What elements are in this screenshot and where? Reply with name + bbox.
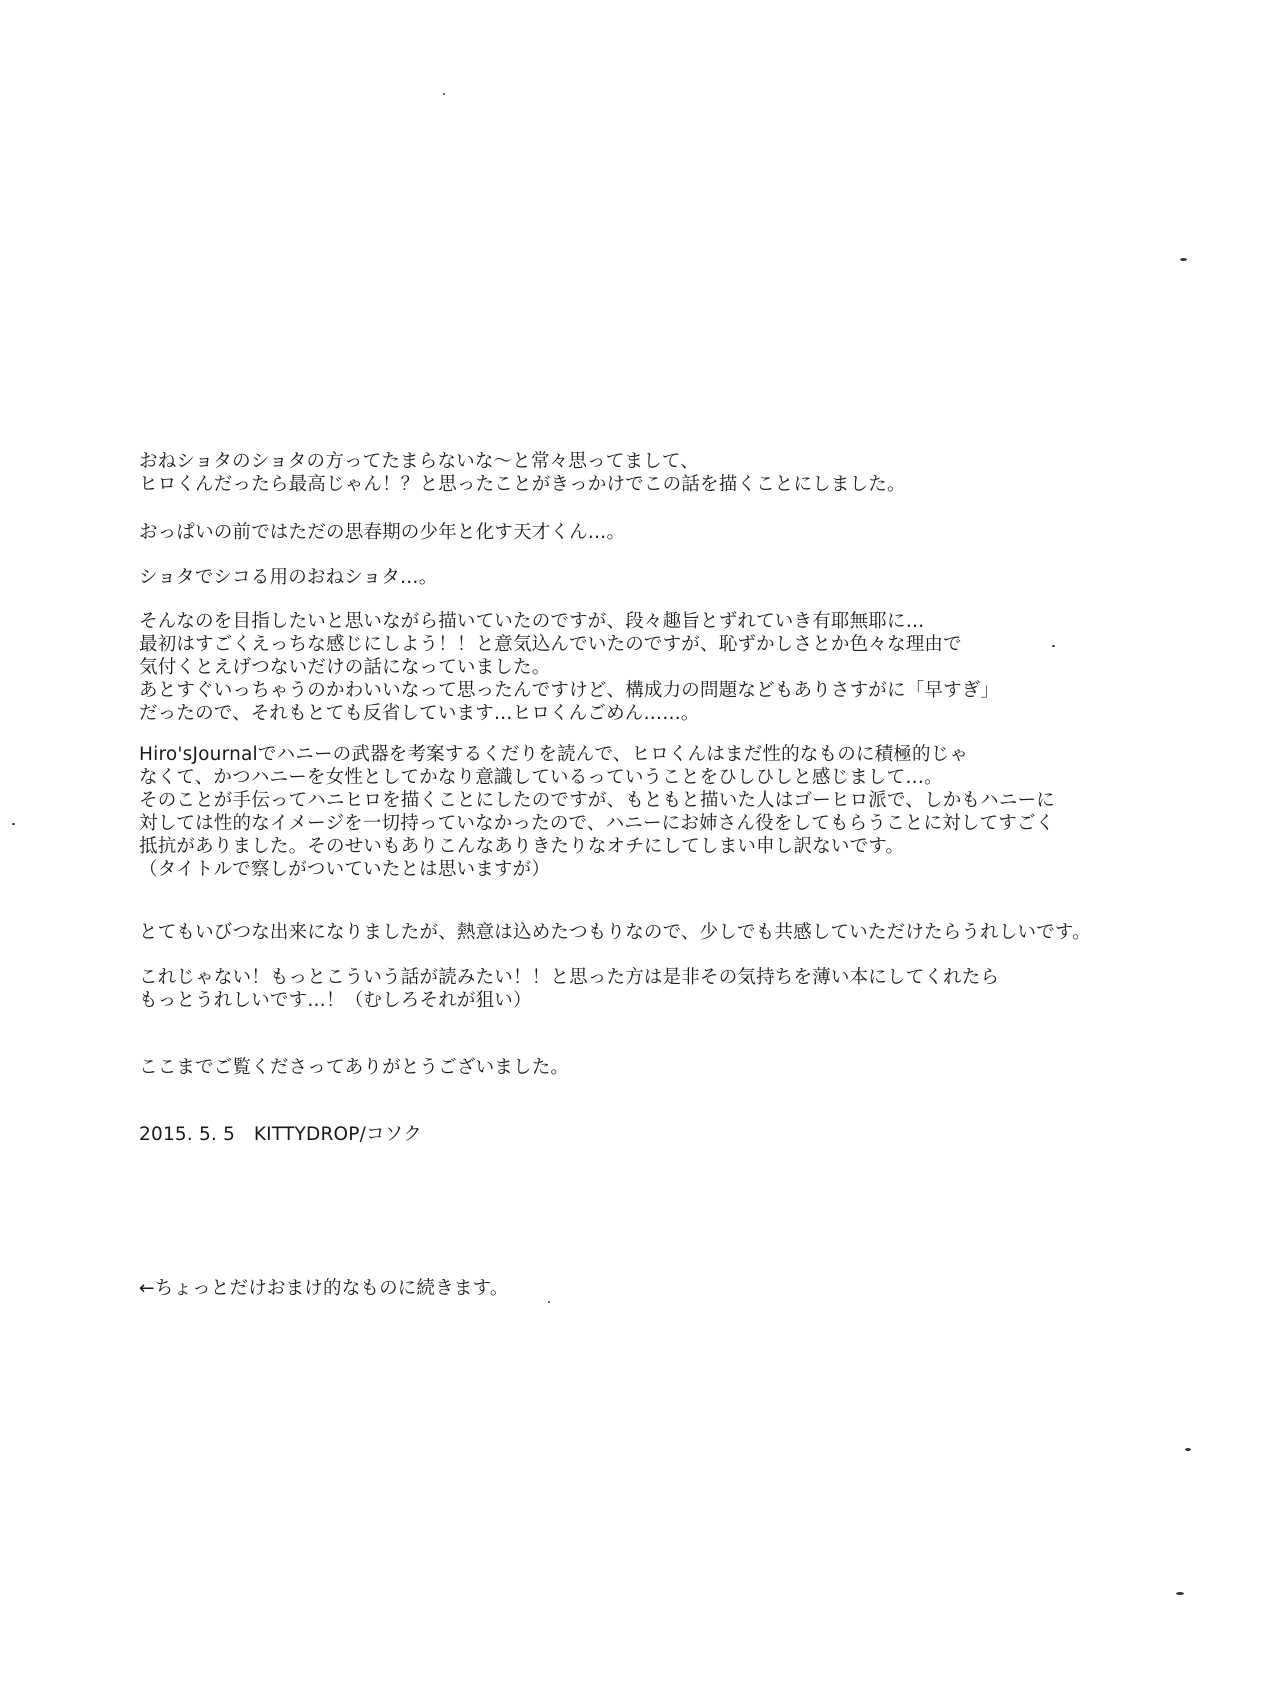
- text-line: Hiro'sJournalでハニーの武器を考案するくだりを読んで、ヒロくんはまだ性的なものに積極的じゃ: [139, 744, 969, 765]
- paragraph-shota: [139, 566, 1179, 589]
- text-line: とてもいびつな出来になりましたが、熱意は込めたつもりなので、少しでも共感していただけたらうれしいです。: [139, 922, 1091, 943]
- paragraph-reflection: [139, 610, 1179, 725]
- dust-speck: [1180, 258, 1187, 261]
- paragraph-genius: [139, 521, 1179, 544]
- text-line: あとすぐいっちゃうのかわいいなって思ったんですけど、構成力の問題などもありさすがに「早すぎ」: [139, 680, 1000, 701]
- paragraph-sympathy: [139, 921, 1179, 944]
- text-line: おねショタのショタの方ってたまらないな〜と常々思ってまして、: [139, 451, 699, 472]
- signature: [139, 1123, 1179, 1146]
- dust-speck: [548, 1301, 550, 1303]
- text-line: （タイトルで察しがついていたとは思いますが）: [139, 859, 551, 880]
- paragraph-journal: [139, 743, 1179, 881]
- text-line: だったので、それもとても反省しています…ヒロくんごめん……。: [139, 703, 700, 724]
- dust-speck: [1185, 1448, 1191, 1451]
- signature-line: 2015. 5. 5 KITTYDROP/コソク: [139, 1124, 422, 1145]
- dust-speck: [1176, 1592, 1184, 1595]
- paragraph-thanks: [139, 1056, 1179, 1079]
- text-line: そのことが手伝ってハニヒロを描くことにしたのですが、もともと描いた人はゴーヒロ派で、しかもハニーに: [139, 790, 1055, 811]
- text-line: なくて、かつハニーを女性としてかなり意識しているっていうことをひしひしと感じまして…。: [139, 767, 943, 788]
- text-line: もっとうれしいです…！（むしろそれが狙い）: [139, 990, 532, 1011]
- continue-note-line: ←ちょっとだけおまけ的なものに続きます。: [139, 1278, 509, 1299]
- dust-speck: [443, 93, 445, 95]
- text-line: ヒロくんだったら最高じゃん！？と思ったことがきっかけでこの話を描くことにしました。: [139, 474, 906, 495]
- text-line: ショタでシコる用のおねショタ…。: [139, 567, 438, 588]
- text-line: これじゃない！もっとこういう話が読みたい！！と思った方は是非その気持ちを薄い本にしてくれたら: [139, 967, 1000, 988]
- continue-note: [139, 1277, 1179, 1300]
- dust-speck: [12, 823, 15, 825]
- paragraph-request: [139, 966, 1179, 1012]
- text-line: 気付くとえげつないだけの話になっていました。: [139, 657, 551, 678]
- text-line: ここまでご覧くださってありがとうございました。: [139, 1057, 570, 1078]
- text-line: そんなのを目指したいと思いながら描いていたのですが、段々趣旨とずれていき有耶無耶に…: [139, 611, 925, 632]
- text-line: 抵抗がありました。そのせいもありこんなありきたりなオチにしてしまい申し訳ないです。: [139, 836, 905, 857]
- text-line: 対しては性的なイメージを一切持っていなかったので、ハニーにお姉さん役をしてもらうことに対してすごく: [139, 813, 1055, 834]
- text-line: 最初はすごくえっちな感じにしよう！！と意気込んでいたのですが、恥ずかしさとか色々な理由で: [139, 634, 962, 655]
- paragraph-intro: [139, 450, 1179, 496]
- text-line: おっぱいの前ではただの思春期の少年と化す天才くん…。: [139, 522, 626, 543]
